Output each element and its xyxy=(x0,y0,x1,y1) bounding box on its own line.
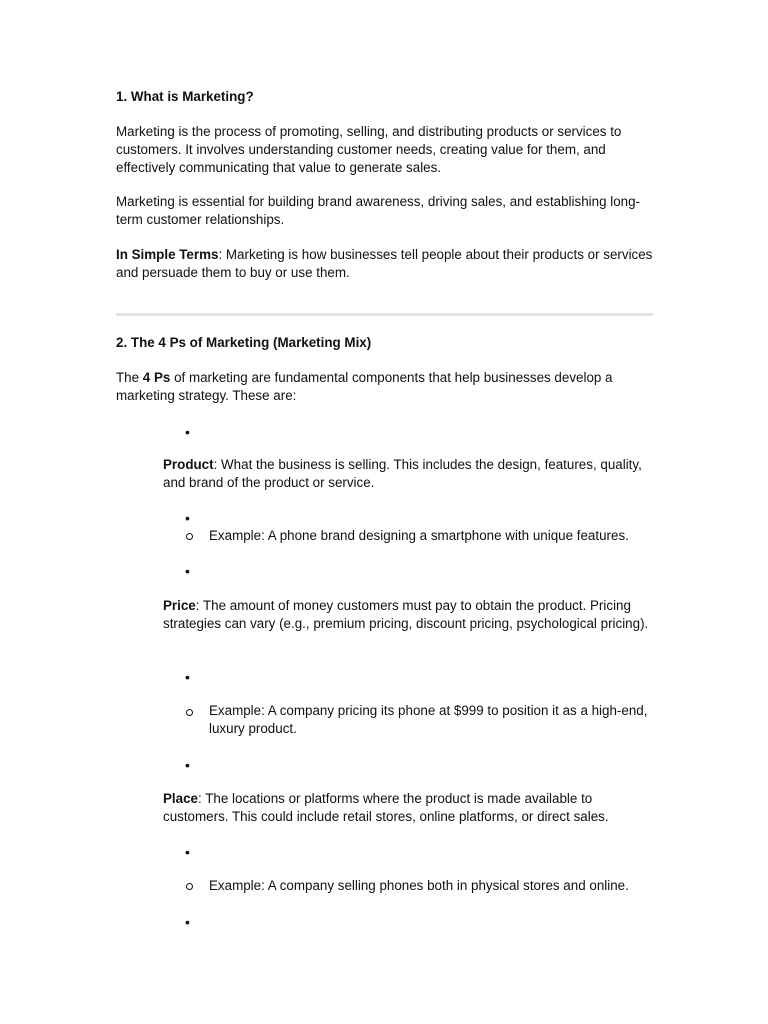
place-text: : The locations or platforms where the product is made available to customers. This could include retail stores, online platforms, or direct sales. xyxy=(163,791,609,824)
place-label: Place xyxy=(163,791,198,806)
intro-post-text: of marketing are fundamental components that help businesses develop a marketing strategy. These are: xyxy=(116,370,613,403)
simple-terms-label: In Simple Terms xyxy=(116,247,219,262)
product-text: : What the business is selling. This includes the design, features, quality, and brand of the product or service. xyxy=(163,457,642,490)
product-paragraph xyxy=(163,456,653,492)
horizontal-divider xyxy=(116,313,653,316)
simple-terms-paragraph xyxy=(116,246,656,282)
product-example: Example: A phone brand designing a smartphone with unique features. xyxy=(209,528,629,543)
sub-bullet-circle-icon xyxy=(186,533,193,540)
bullet-icon: • xyxy=(185,424,190,440)
sub-bullet-circle-icon xyxy=(186,883,193,890)
bullet-icon: • xyxy=(185,914,190,930)
price-label: Price xyxy=(163,598,196,613)
place-example: Example: A company selling phones both in physical stores and online. xyxy=(209,878,629,893)
price-paragraph xyxy=(163,597,653,633)
intro-bold-text: 4 Ps xyxy=(142,370,171,385)
section1-heading: 1. What is Marketing? xyxy=(116,89,254,104)
bullet-icon: • xyxy=(185,563,190,579)
simple-terms-text: : Marketing is how businesses tell people about their products or services and persuade them to buy or use them. xyxy=(116,247,653,280)
section1-paragraph-1: Marketing is the process of promoting, selling, and distributing products or services to customers. It involves understanding customer needs, creating value for them, and effectively communicating that value to generate sales. xyxy=(116,124,622,175)
sub-bullet-circle-icon xyxy=(186,709,193,716)
section1-paragraph-2: Marketing is essential for building brand awareness, driving sales, and establishing long-term customer relationships. xyxy=(116,194,641,227)
section2-heading: 2. The 4 Ps of Marketing (Marketing Mix) xyxy=(116,335,372,350)
section2-intro xyxy=(116,369,656,405)
price-example: Example: A company pricing its phone at $999 to position it as a high-end, luxury product. xyxy=(209,703,648,736)
price-text: : The amount of money customers must pay to obtain the product. Pricing strategies can vary (e.g., premium pricing, discount pricing, psychological pricing). xyxy=(163,598,649,631)
bullet-icon: • xyxy=(185,669,190,685)
bullet-icon: • xyxy=(185,510,190,526)
intro-pre-text: The xyxy=(116,370,143,385)
bullet-icon: • xyxy=(185,844,190,860)
place-paragraph xyxy=(163,790,653,826)
bullet-icon: • xyxy=(185,757,190,773)
product-label: Product xyxy=(163,457,214,472)
